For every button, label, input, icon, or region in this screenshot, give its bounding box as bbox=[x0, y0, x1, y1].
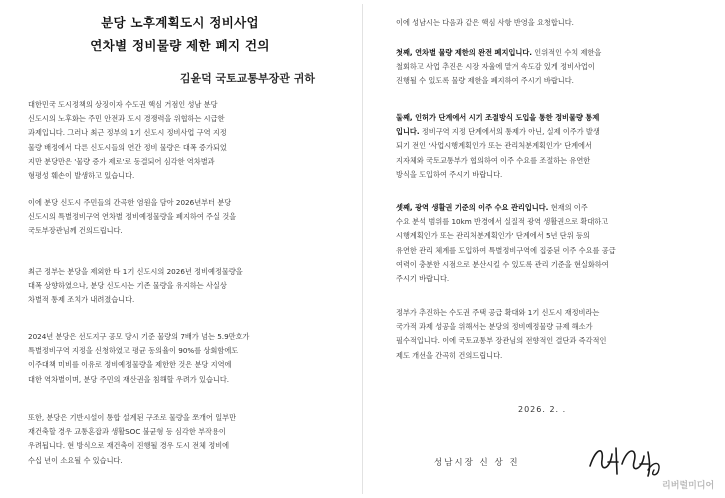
request-item-1 bbox=[396, 46, 706, 89]
left-paragraph-1: 대한민국 도시정책의 상징이자 수도권 핵심 거점인 성남 분당 신도시의 노후화는 주민 안전과 도시 경쟁력을 위협하는 시급한 과제입니다. 그러나 최근 정부의 1기 신도시 정비사업 구역 지정 물량 배정에서 다른 신도시들의 연간 정비 물량은 대폭 증가되었 지만 분당만은 '물량 증가 제로'로 동결되어 심각한 역차별과 형평성 훼손이 발생하고 있습니다. bbox=[28, 100, 227, 181]
document-title-line2: 연차별 정비물량 제한 폐지 건의 bbox=[90, 38, 270, 53]
request-item-3-heading: 셋째, 광역 생활권 기준의 이주 수요 관리입니다. bbox=[396, 203, 549, 212]
signer-name: 성남시장 신 상 진 bbox=[434, 458, 520, 468]
request-item-2 bbox=[396, 111, 706, 182]
request-item-3-body: 현재의 이주 수요 분석 범위를 10km 반경에서 실질적 광역 생활권으로 확대하고 시행계획인가 또는 관리처분계획인가' 단계에서 5년 단위 등의 유연한 관리 체계를 도입하여 특별정비구역에 집중된 이주 수요를 공급 여력이 충분한 시점으로 분산시킬 수 있도록 관리 기준을 현실화하여 주시기 바랍니다. bbox=[396, 203, 616, 284]
request-item-2-heading: 둘째, 인허가 단계에서 시기 조절방식 도입을 통한 정비물량 통제 입니다. bbox=[396, 113, 600, 137]
left-page bbox=[0, 0, 360, 498]
left-paragraph-2: 이에 분당 신도시 주민들의 간곡한 염원을 담아 2026년부터 분당 신도시의 특별정비구역 연차별 정비예정물량을 폐지하여 주실 것을 국토부장관님께 건의드립니다. bbox=[28, 198, 237, 236]
closing-paragraph: 정부가 추진하는 수도권 주택 공급 확대와 1기 신도시 재정비라는 국가적 과제 성공을 위해서는 분당의 정비예정물량 규제 해소가 필수적입니다. 이에 국토교통부 장관님의 전향적인 결단과 즉각적인 제도 개선을 간곡히 건의드립니다. bbox=[396, 308, 607, 360]
request-item-1-heading: 첫째, 연차별 물량 제한의 완전 폐지입니다. bbox=[396, 48, 533, 57]
right-page bbox=[368, 0, 725, 498]
handwritten-signature bbox=[586, 440, 666, 480]
request-item-2-body: 정비구역 지정 단계에서의 통제가 아닌, 실제 이주가 발생 되기 전인 '사업시행계획인가 또는 관리처분계획인가' 단계에서 지자체와 국토교통부가 협의하여 이주 수요를 조절하는 유연한 방식을 도입하여 주시기 바랍니다. bbox=[396, 127, 600, 179]
addressee: 김윤덕 국토교통부장관 귀하 bbox=[179, 72, 315, 85]
document-date: 2026. 2. . bbox=[518, 405, 567, 414]
watermark: 리버럴미디어 bbox=[662, 481, 715, 491]
left-paragraph-5: 또한, 분당은 기반시설이 통합 설계된 구조로 물량을 쪼개어 일부만 재건축할 경우 교통혼잡과 생활SOC 불균형 등 심각한 부작용이 우려됩니다. 현 방식으로 재건축이 진행될 경우 도시 전체 정비에 수십 년이 소요될 수 있습니다. bbox=[28, 413, 237, 465]
right-intro: 이에 성남시는 다음과 같은 핵심 사항 반영을 요청합니다. bbox=[396, 18, 574, 27]
request-item-1-body: 인위적인 수치 제한을 철회하고 사업 추진은 시장 자율에 맡겨 속도감 있게 정비사업이 진행될 수 있도록 물량 제한을 폐지하여 주시기 바랍니다. bbox=[396, 48, 602, 86]
request-item-3 bbox=[396, 201, 706, 286]
page-divider bbox=[362, 4, 363, 494]
left-paragraph-3: 최근 정부는 분당을 제외한 타 1기 신도시의 2026년 정비예정물량을 대폭 상향하였으나, 분당 신도시는 기존 물량을 유지하는 사실상 차별적 통제 조치가 내려졌습니다. bbox=[28, 267, 243, 305]
document-title-line1: 분당 노후계획도시 정비사업 bbox=[101, 15, 259, 30]
left-paragraph-4: 2024년 분당은 선도지구 공모 당시 기준 물량의 7배가 넘는 5.9만호가 특별정비구역 지정을 신청하였고 평균 동의율이 90%를 상회함에도 이주대책 미비를 이유로 정비예정물량을 제한한 것은 분당 지역에 대한 역차별이며, 분당 주민의 재산권을 침해할 우려가 있습니다. bbox=[28, 332, 250, 384]
